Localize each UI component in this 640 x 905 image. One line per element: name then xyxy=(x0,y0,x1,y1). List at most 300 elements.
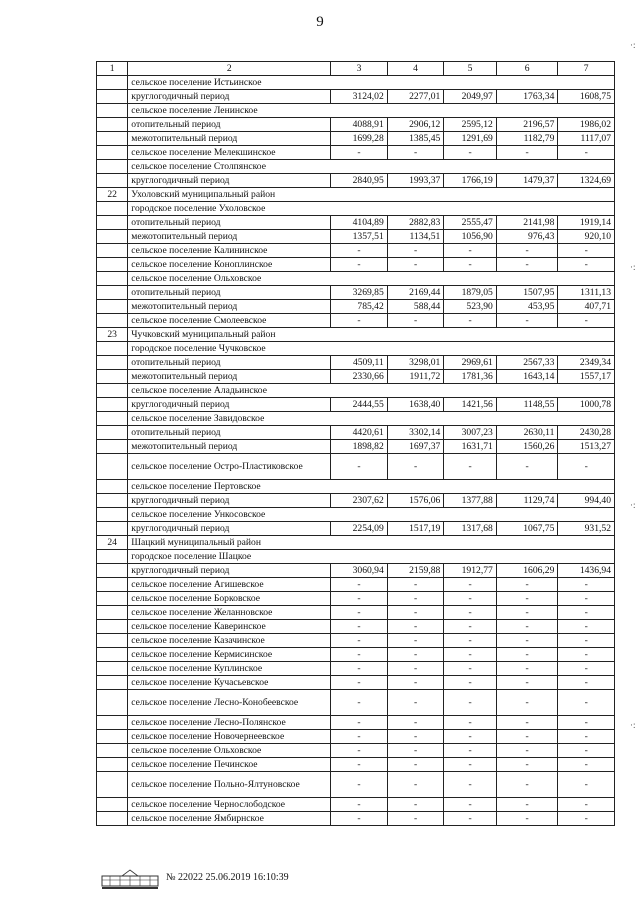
value-cell: - xyxy=(387,676,444,690)
column-header: 6 xyxy=(496,62,558,76)
value-cell: - xyxy=(331,716,388,730)
data-row xyxy=(97,118,615,132)
value-cell: - xyxy=(387,662,444,676)
row-number-cell xyxy=(97,662,128,676)
value-cell: - xyxy=(444,592,497,606)
data-row xyxy=(97,522,615,536)
value-cell: 1986,02 xyxy=(558,118,615,132)
data-row xyxy=(97,132,615,146)
registration-stamp: № 22022 25.06.2019 16:10:39 xyxy=(166,872,289,883)
value-cell: - xyxy=(496,454,558,480)
row-number-cell xyxy=(97,620,128,634)
row-label-cell: сельское поселение Истьинское xyxy=(128,76,615,90)
row-number-cell xyxy=(97,76,128,90)
row-label-cell: сельское поселение Аладьинское xyxy=(128,384,615,398)
row-number-cell xyxy=(97,454,128,480)
section-row xyxy=(97,202,615,216)
value-cell: - xyxy=(331,648,388,662)
value-cell: 1324,69 xyxy=(558,174,615,188)
value-cell: - xyxy=(331,730,388,744)
value-cell: - xyxy=(496,620,558,634)
value-cell: 1311,13 xyxy=(558,286,615,300)
value-cell: 4420,61 xyxy=(331,426,388,440)
value-cell: 2169,44 xyxy=(387,286,444,300)
row-number-cell xyxy=(97,564,128,578)
value-cell: 994,40 xyxy=(558,494,615,508)
row-label-cell: отопительный период xyxy=(128,216,331,230)
value-cell: 523,90 xyxy=(444,300,497,314)
value-cell: 3124,02 xyxy=(331,90,388,104)
row-number-cell xyxy=(97,216,128,230)
value-cell: - xyxy=(331,244,388,258)
value-cell: - xyxy=(558,690,615,716)
value-cell: 1056,90 xyxy=(444,230,497,244)
data-row xyxy=(97,716,615,730)
row-number-cell xyxy=(97,412,128,426)
value-cell: - xyxy=(444,730,497,744)
value-cell: 1643,14 xyxy=(496,370,558,384)
value-cell: - xyxy=(331,620,388,634)
value-cell: - xyxy=(331,258,388,272)
value-cell: - xyxy=(331,634,388,648)
data-row xyxy=(97,286,615,300)
value-cell: - xyxy=(331,758,388,772)
value-cell: 3007,23 xyxy=(444,426,497,440)
column-header: 1 xyxy=(97,62,128,76)
value-cell: 2349,34 xyxy=(558,356,615,370)
data-row xyxy=(97,174,615,188)
row-label-cell: сельское поселение Ямбирнское xyxy=(128,812,331,826)
row-label-cell: сельское поселение Борковское xyxy=(128,592,331,606)
section-row xyxy=(97,384,615,398)
data-row xyxy=(97,300,615,314)
value-cell: 2906,12 xyxy=(387,118,444,132)
row-number-cell xyxy=(97,230,128,244)
value-cell: - xyxy=(444,634,497,648)
value-cell: - xyxy=(387,690,444,716)
data-row xyxy=(97,606,615,620)
value-cell: - xyxy=(444,454,497,480)
section-row xyxy=(97,328,615,342)
margin-mark: ·: xyxy=(630,262,636,272)
value-cell: - xyxy=(496,244,558,258)
section-row xyxy=(97,104,615,118)
value-cell: - xyxy=(558,258,615,272)
row-number-cell xyxy=(97,160,128,174)
value-cell: - xyxy=(444,772,497,798)
value-cell: - xyxy=(331,606,388,620)
row-label-cell: сельское поселение Кучасьевское xyxy=(128,676,331,690)
value-cell: - xyxy=(444,676,497,690)
value-cell: 4088,91 xyxy=(331,118,388,132)
value-cell: - xyxy=(387,634,444,648)
page-number: 9 xyxy=(316,14,324,30)
value-cell: - xyxy=(496,258,558,272)
data-row xyxy=(97,648,615,662)
value-cell: - xyxy=(496,812,558,826)
value-cell: - xyxy=(444,716,497,730)
row-number-cell xyxy=(97,758,128,772)
value-cell: 1421,56 xyxy=(444,398,497,412)
row-label-cell: межотопительный период xyxy=(128,230,331,244)
value-cell: - xyxy=(496,690,558,716)
row-label-cell: отопительный период xyxy=(128,286,331,300)
value-cell: 2567,33 xyxy=(496,356,558,370)
data-row xyxy=(97,730,615,744)
row-label-cell: городское поселение Чучковское xyxy=(128,342,615,356)
section-row xyxy=(97,342,615,356)
row-number-cell xyxy=(97,342,128,356)
data-row xyxy=(97,758,615,772)
row-number-cell xyxy=(97,202,128,216)
row-number-cell xyxy=(97,508,128,522)
data-row xyxy=(97,690,615,716)
value-cell: 1631,71 xyxy=(444,440,497,454)
row-label-cell: сельское поселение Лесно-Полянское xyxy=(128,716,331,730)
row-label-cell: межотопительный период xyxy=(128,370,331,384)
row-number-cell xyxy=(97,426,128,440)
value-cell: - xyxy=(331,798,388,812)
value-cell: - xyxy=(444,620,497,634)
column-header: 2 xyxy=(128,62,331,76)
value-cell: 3302,14 xyxy=(387,426,444,440)
value-cell: - xyxy=(331,146,388,160)
data-row xyxy=(97,356,615,370)
row-number-cell xyxy=(97,730,128,744)
row-number-cell xyxy=(97,440,128,454)
value-cell: 4509,11 xyxy=(331,356,388,370)
data-row xyxy=(97,146,615,160)
value-cell: - xyxy=(331,772,388,798)
value-cell: - xyxy=(558,676,615,690)
data-row xyxy=(97,398,615,412)
row-number-cell xyxy=(97,244,128,258)
row-label-cell: сельское поселение Ленинское xyxy=(128,104,615,118)
row-number-cell xyxy=(97,258,128,272)
value-cell: - xyxy=(444,146,497,160)
registry-logo-icon xyxy=(100,868,160,890)
row-label-cell: сельское поселение Новочернеевское xyxy=(128,730,331,744)
value-cell: 1517,19 xyxy=(387,522,444,536)
row-label-cell: Чучковский муниципальный район xyxy=(128,328,615,342)
row-number-cell xyxy=(97,300,128,314)
value-cell: - xyxy=(558,772,615,798)
row-label-cell: сельское поселение Ункосовское xyxy=(128,508,615,522)
value-cell: 407,71 xyxy=(558,300,615,314)
data-row xyxy=(97,370,615,384)
value-cell: 1291,69 xyxy=(444,132,497,146)
row-number-cell xyxy=(97,494,128,508)
row-label-cell: сельское поселение Желанновское xyxy=(128,606,331,620)
value-cell: 3269,85 xyxy=(331,286,388,300)
row-number-cell xyxy=(97,634,128,648)
row-number-cell xyxy=(97,744,128,758)
value-cell: - xyxy=(387,716,444,730)
value-cell: 1763,34 xyxy=(496,90,558,104)
row-number-cell xyxy=(97,690,128,716)
table-header-row xyxy=(97,62,615,76)
value-cell: - xyxy=(387,798,444,812)
value-cell: - xyxy=(387,606,444,620)
row-number-cell xyxy=(97,606,128,620)
row-number-cell xyxy=(97,398,128,412)
value-cell: 2840,95 xyxy=(331,174,388,188)
value-cell: - xyxy=(558,730,615,744)
row-number-cell xyxy=(97,550,128,564)
value-cell: 1557,17 xyxy=(558,370,615,384)
row-label-cell: сельское поселение Пертовское xyxy=(128,480,615,494)
row-label-cell: сельское поселение Остро-Пластиковское xyxy=(128,454,331,480)
data-row xyxy=(97,634,615,648)
data-row xyxy=(97,676,615,690)
row-label-cell: круглогодичный период xyxy=(128,174,331,188)
value-cell: - xyxy=(387,730,444,744)
value-cell: 4104,89 xyxy=(331,216,388,230)
value-cell: - xyxy=(331,592,388,606)
value-cell: - xyxy=(387,146,444,160)
value-cell: 2330,66 xyxy=(331,370,388,384)
section-row xyxy=(97,188,615,202)
value-cell: - xyxy=(496,758,558,772)
row-label-cell: сельское поселение Агишевское xyxy=(128,578,331,592)
row-number-cell xyxy=(97,370,128,384)
value-cell: - xyxy=(558,662,615,676)
value-cell: 1317,68 xyxy=(444,522,497,536)
row-number-cell xyxy=(97,118,128,132)
value-cell: - xyxy=(558,648,615,662)
value-cell: - xyxy=(444,744,497,758)
column-header: 5 xyxy=(444,62,497,76)
row-number-cell xyxy=(97,272,128,286)
row-number-cell xyxy=(97,676,128,690)
value-cell: - xyxy=(444,606,497,620)
value-cell: - xyxy=(387,620,444,634)
footer xyxy=(100,868,520,890)
value-cell: 1781,36 xyxy=(444,370,497,384)
value-cell: 2049,97 xyxy=(444,90,497,104)
value-cell: - xyxy=(558,620,615,634)
value-cell: - xyxy=(331,812,388,826)
data-row xyxy=(97,812,615,826)
row-number-cell xyxy=(97,314,128,328)
value-cell: 2882,83 xyxy=(387,216,444,230)
row-label-cell: сельское поселение Кермисинское xyxy=(128,648,331,662)
row-number-cell: 23 xyxy=(97,328,128,342)
value-cell: 1911,72 xyxy=(387,370,444,384)
value-cell: 1067,75 xyxy=(496,522,558,536)
value-cell: 1766,19 xyxy=(444,174,497,188)
value-cell: 1697,37 xyxy=(387,440,444,454)
tariff-table xyxy=(96,61,615,826)
margin-mark: ·: xyxy=(630,40,636,50)
value-cell: - xyxy=(331,690,388,716)
value-cell: - xyxy=(444,690,497,716)
value-cell: - xyxy=(496,716,558,730)
row-number-cell xyxy=(97,648,128,662)
row-label-cell: сельское поселение Чернослободское xyxy=(128,798,331,812)
value-cell: 1148,55 xyxy=(496,398,558,412)
data-row xyxy=(97,244,615,258)
value-cell: 785,42 xyxy=(331,300,388,314)
value-cell: 1357,51 xyxy=(331,230,388,244)
table-body xyxy=(97,76,615,826)
value-cell: - xyxy=(331,662,388,676)
section-row xyxy=(97,76,615,90)
value-cell: - xyxy=(558,578,615,592)
data-row xyxy=(97,230,615,244)
column-header: 3 xyxy=(331,62,388,76)
section-row xyxy=(97,412,615,426)
value-cell: 976,43 xyxy=(496,230,558,244)
value-cell: - xyxy=(387,812,444,826)
value-cell: - xyxy=(558,146,615,160)
value-cell: - xyxy=(496,744,558,758)
value-cell: 1898,82 xyxy=(331,440,388,454)
value-cell: - xyxy=(496,772,558,798)
value-cell: - xyxy=(558,798,615,812)
row-label-cell: круглогодичный период xyxy=(128,564,331,578)
value-cell: 1638,40 xyxy=(387,398,444,412)
value-cell: - xyxy=(558,634,615,648)
row-number-cell xyxy=(97,578,128,592)
value-cell: 2630,11 xyxy=(496,426,558,440)
value-cell: - xyxy=(444,648,497,662)
column-header: 4 xyxy=(387,62,444,76)
value-cell: 2307,62 xyxy=(331,494,388,508)
row-label-cell: сельское поселение Калининское xyxy=(128,244,331,258)
value-cell: - xyxy=(496,634,558,648)
row-label-cell: Шацкий муниципальный район xyxy=(128,536,615,550)
data-row xyxy=(97,90,615,104)
value-cell: 1606,29 xyxy=(496,564,558,578)
section-row xyxy=(97,536,615,550)
value-cell: 3060,94 xyxy=(331,564,388,578)
data-row xyxy=(97,258,615,272)
value-cell: 1129,74 xyxy=(496,494,558,508)
value-cell: - xyxy=(558,758,615,772)
value-cell: 1134,51 xyxy=(387,230,444,244)
value-cell: 2555,47 xyxy=(444,216,497,230)
row-number-cell xyxy=(97,480,128,494)
data-row xyxy=(97,620,615,634)
data-row xyxy=(97,744,615,758)
value-cell: 2969,61 xyxy=(444,356,497,370)
row-label-cell: сельское поселение Завидовское xyxy=(128,412,615,426)
data-row xyxy=(97,314,615,328)
value-cell: 2254,09 xyxy=(331,522,388,536)
row-number-cell xyxy=(97,286,128,300)
row-number-cell xyxy=(97,174,128,188)
row-number-cell xyxy=(97,798,128,812)
row-label-cell: сельское поселение Мелекшинское xyxy=(128,146,331,160)
row-number-cell xyxy=(97,522,128,536)
value-cell: - xyxy=(496,648,558,662)
data-row xyxy=(97,662,615,676)
value-cell: - xyxy=(496,730,558,744)
value-cell: - xyxy=(387,758,444,772)
data-row xyxy=(97,798,615,812)
value-cell: - xyxy=(496,662,558,676)
margin-mark: ·: xyxy=(630,720,636,730)
value-cell: - xyxy=(558,314,615,328)
section-row xyxy=(97,480,615,494)
row-label-cell: межотопительный период xyxy=(128,132,331,146)
row-label-cell: отопительный период xyxy=(128,356,331,370)
row-label-cell: городское поселение Шацкое xyxy=(128,550,615,564)
row-number-cell xyxy=(97,716,128,730)
row-number-cell xyxy=(97,384,128,398)
row-number-cell xyxy=(97,90,128,104)
value-cell: - xyxy=(387,314,444,328)
value-cell: 453,95 xyxy=(496,300,558,314)
value-cell: 1436,94 xyxy=(558,564,615,578)
value-cell: 2277,01 xyxy=(387,90,444,104)
value-cell: 1513,27 xyxy=(558,440,615,454)
value-cell: - xyxy=(496,592,558,606)
value-cell: 1608,75 xyxy=(558,90,615,104)
value-cell: - xyxy=(387,244,444,258)
value-cell: 2444,55 xyxy=(331,398,388,412)
value-cell: 1699,28 xyxy=(331,132,388,146)
data-row xyxy=(97,216,615,230)
value-cell: 1912,77 xyxy=(444,564,497,578)
value-cell: 1993,37 xyxy=(387,174,444,188)
section-row xyxy=(97,550,615,564)
row-number-cell xyxy=(97,132,128,146)
value-cell: 1000,78 xyxy=(558,398,615,412)
row-label-cell: сельское поселение Каверинское xyxy=(128,620,331,634)
section-row xyxy=(97,272,615,286)
data-row xyxy=(97,564,615,578)
data-row xyxy=(97,440,615,454)
row-number-cell xyxy=(97,812,128,826)
row-number-cell: 24 xyxy=(97,536,128,550)
row-label-cell: круглогодичный период xyxy=(128,494,331,508)
value-cell: - xyxy=(558,454,615,480)
data-row xyxy=(97,426,615,440)
row-label-cell: сельское поселение Лесно-Конобеевское xyxy=(128,690,331,716)
value-cell: - xyxy=(496,606,558,620)
value-cell: 1385,45 xyxy=(387,132,444,146)
value-cell: - xyxy=(331,578,388,592)
value-cell: - xyxy=(558,716,615,730)
value-cell: - xyxy=(496,676,558,690)
data-row xyxy=(97,494,615,508)
value-cell: - xyxy=(444,244,497,258)
row-label-cell: круглогодичный период xyxy=(128,522,331,536)
value-cell: 1117,07 xyxy=(558,132,615,146)
value-cell: - xyxy=(558,606,615,620)
value-cell: - xyxy=(558,592,615,606)
row-label-cell: городское поселение Ухоловское xyxy=(128,202,615,216)
value-cell: 2430,28 xyxy=(558,426,615,440)
row-number-cell: 22 xyxy=(97,188,128,202)
value-cell: 1479,37 xyxy=(496,174,558,188)
row-number-cell xyxy=(97,592,128,606)
value-cell: 920,10 xyxy=(558,230,615,244)
value-cell: 3298,01 xyxy=(387,356,444,370)
value-cell: - xyxy=(444,798,497,812)
value-cell: - xyxy=(558,244,615,258)
value-cell: - xyxy=(496,578,558,592)
value-cell: 1377,88 xyxy=(444,494,497,508)
row-number-cell xyxy=(97,772,128,798)
value-cell: - xyxy=(558,812,615,826)
value-cell: 2196,57 xyxy=(496,118,558,132)
value-cell: - xyxy=(444,758,497,772)
column-header: 7 xyxy=(558,62,615,76)
value-cell: 1879,05 xyxy=(444,286,497,300)
